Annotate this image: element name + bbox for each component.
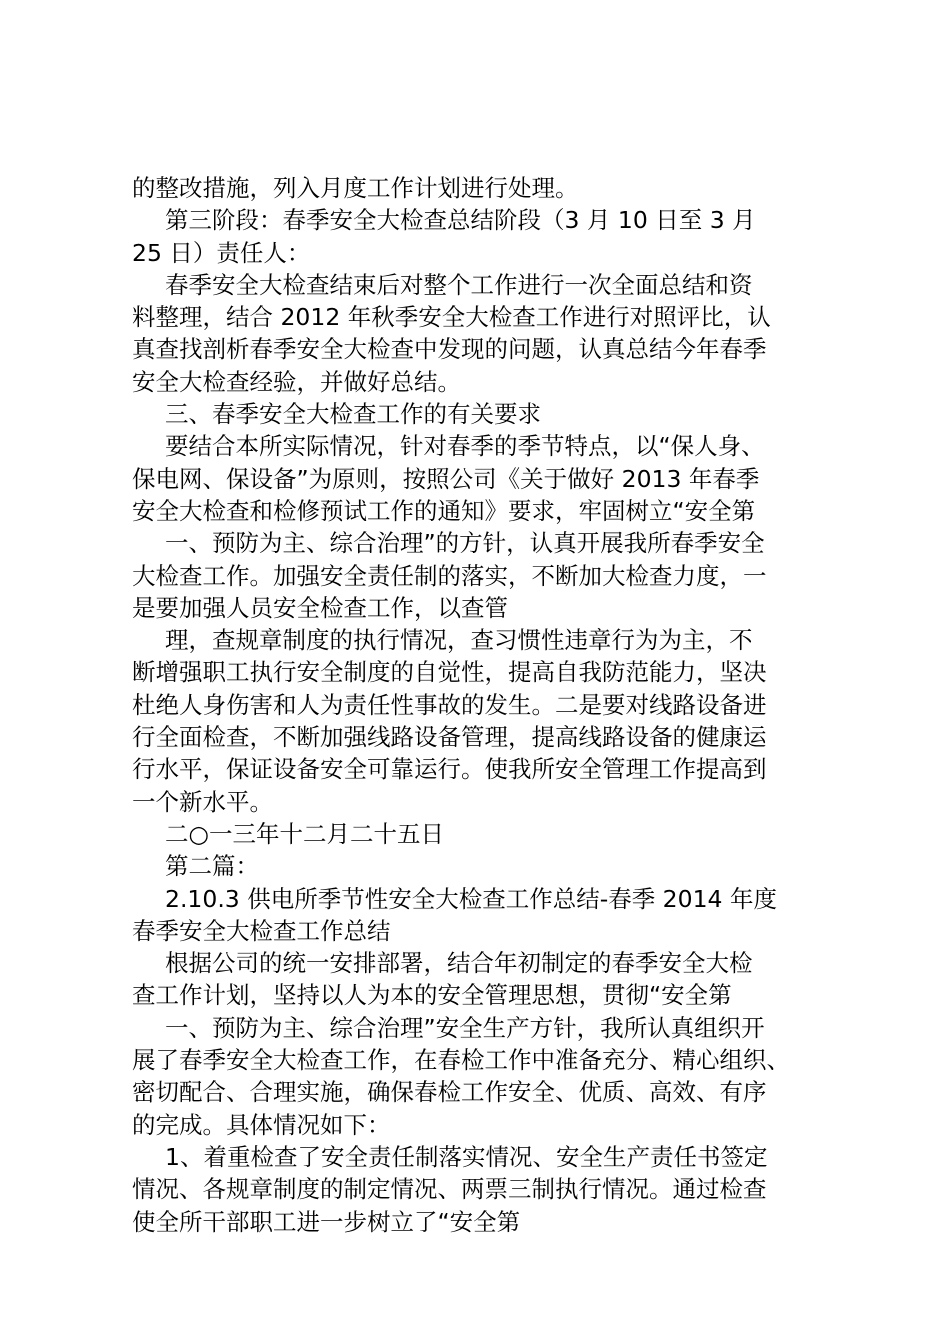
article-title: 春季安全大检查工作总结 bbox=[132, 916, 391, 945]
text-line: 一、预防为主、综合治理”的方针，认真开展我所春季安全 bbox=[165, 529, 765, 558]
text-line: 真查找剖析春季安全大检查中发现的问题，认真总结今年春季 bbox=[132, 335, 767, 364]
text-line: 一个新水平。 bbox=[132, 787, 273, 816]
text-line: 的完成。具体情况如下： bbox=[132, 1110, 391, 1139]
text-line: 安全大检查经验，并做好总结。 bbox=[132, 367, 461, 396]
text-line: 料整理，结合 2012 年秋季安全大检查工作进行对照评比，认 bbox=[132, 303, 771, 332]
text-line: 展了春季安全大检查工作，在春检工作中准备充分、精心组织、 bbox=[132, 1046, 790, 1075]
text-line: 25 日）责任人： bbox=[132, 238, 311, 267]
text-line: 1、着重检查了安全责任制落实情况、安全生产责任书签定 bbox=[165, 1142, 768, 1171]
article-title: 2.10.3 供电所季节性安全大检查工作总结-春季 2014 年度 bbox=[165, 884, 777, 913]
text-line: 杜绝人身伤害和人为责任性事故的发生。二是要对线路设备进 bbox=[132, 690, 767, 719]
text-line: 行全面检查，不断加强线路设备管理，提高线路设备的健康运 bbox=[132, 723, 767, 752]
text-line: 大检查工作。加强安全责任制的落实，不断加大检查力度，一 bbox=[132, 561, 767, 590]
text-line: 安全大检查和检修预试工作的通知》要求，牢固树立“安全第 bbox=[132, 496, 756, 525]
text-line: 根据公司的统一安排部署，结合年初制定的春季安全大检 bbox=[165, 949, 753, 978]
text-line: 情况、各规章制度的制定情况、两票三制执行情况。通过检查 bbox=[132, 1175, 767, 1204]
document-body bbox=[132, 172, 832, 1238]
section-heading: 三、春季安全大检查工作的有关要求 bbox=[165, 400, 541, 429]
text-line: 断增强职工执行安全制度的自觉性，提高自我防范能力，坚决 bbox=[132, 658, 767, 687]
section-heading: 第二篇： bbox=[165, 852, 259, 881]
text-line: 密切配合、合理实施，确保春检工作安全、优质、高效、有序 bbox=[132, 1078, 767, 1107]
text-line: 第三阶段：春季安全大检查总结阶段（3 月 10 日至 3 月 bbox=[165, 206, 756, 235]
text-line: 保电网、保设备”为原则，按照公司《关于做好 2013 年春季 bbox=[132, 464, 760, 493]
text-line: 是要加强人员安全检查工作，以查管 bbox=[132, 593, 508, 622]
text-line: 春季安全大检查结束后对整个工作进行一次全面总结和资 bbox=[165, 270, 753, 299]
text-line: 理，查规章制度的执行情况，查习惯性违章行为为主，不 bbox=[165, 626, 753, 655]
text-line: 一、预防为主、综合治理”安全生产方针，我所认真组织开 bbox=[165, 1013, 765, 1042]
text-line: 要结合本所实际情况，针对春季的季节特点，以“保人身、 bbox=[165, 432, 765, 461]
text-line: 的整改措施，列入月度工作计划进行处理。 bbox=[132, 174, 579, 202]
text-line: 使全所干部职工进一步树立了“安全第 bbox=[132, 1207, 521, 1236]
date-line: 二○一三年十二月二十五日 bbox=[165, 819, 445, 848]
text-line: 行水平，保证设备安全可靠运行。使我所安全管理工作提高到 bbox=[132, 755, 767, 784]
text-line: 查工作计划，坚持以人为本的安全管理思想，贯彻“安全第 bbox=[132, 981, 732, 1010]
